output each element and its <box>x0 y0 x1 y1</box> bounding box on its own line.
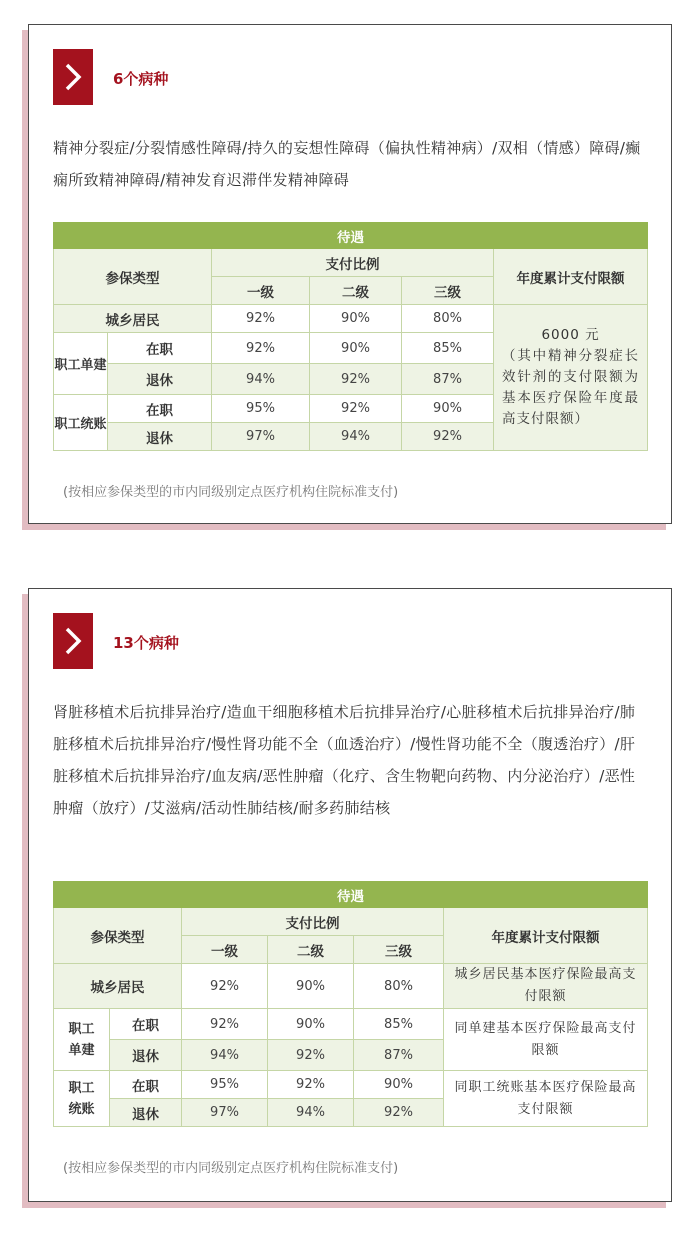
table-row <box>54 305 648 333</box>
ratio-cell: 94% <box>182 1040 268 1071</box>
group-label: 职工单建 <box>68 1021 95 1058</box>
insured-group-cell: 职工统账 <box>54 395 108 451</box>
ratio-cell: 92% <box>402 423 494 451</box>
ratio-cell: 92% <box>182 964 268 1009</box>
ratio-cell: 95% <box>212 395 310 423</box>
benefit-table <box>53 881 648 1127</box>
card-title: 13个病种 <box>113 634 179 652</box>
ratio-cell: 85% <box>354 1009 444 1040</box>
insured-group-cell <box>54 1071 110 1127</box>
ratio-cell: 97% <box>182 1099 268 1127</box>
insured-sub-cell: 退休 <box>110 1040 182 1071</box>
ratio-cell: 92% <box>310 364 402 395</box>
benefit-table <box>53 222 648 451</box>
ratio-cell: 94% <box>310 423 402 451</box>
level-header: 二级 <box>268 936 354 964</box>
ratio-cell: 94% <box>212 364 310 395</box>
insured-type-cell: 城乡居民 <box>54 964 182 1009</box>
group-label: 职工统账 <box>68 1080 95 1117</box>
ratio-cell: 95% <box>182 1071 268 1099</box>
badge <box>53 613 93 669</box>
ratio-cell: 87% <box>354 1040 444 1071</box>
ratio-cell: 92% <box>268 1071 354 1099</box>
annual-limit-cell: 同单建基本医疗保险最高支付限额 <box>444 1009 648 1071</box>
table-header: 待遇 <box>54 223 648 249</box>
level-header: 一级 <box>212 277 310 305</box>
annual-limit-cell <box>494 305 648 451</box>
ratio-cell: 80% <box>354 964 444 1009</box>
ratio-cell: 87% <box>402 364 494 395</box>
disease-card-13 <box>28 588 672 1202</box>
ratio-cell: 92% <box>310 395 402 423</box>
ratio-cell: 97% <box>212 423 310 451</box>
table-header: 待遇 <box>54 882 648 908</box>
ratio-cell: 90% <box>268 1009 354 1040</box>
ratio-cell: 90% <box>310 333 402 364</box>
insured-sub-cell: 退休 <box>110 1099 182 1127</box>
level-header: 三级 <box>402 277 494 305</box>
ratio-cell: 90% <box>354 1071 444 1099</box>
annual-limit-header: 年度累计支付限额 <box>494 249 648 305</box>
insured-type-header: 参保类型 <box>54 908 182 964</box>
payment-note: (按相应参保类型的市内同级别定点医疗机构住院标准支付) <box>63 485 399 500</box>
insured-sub-cell: 在职 <box>110 1009 182 1040</box>
table-row <box>54 964 648 1009</box>
ratio-cell: 90% <box>402 395 494 423</box>
ratio-cell: 90% <box>268 964 354 1009</box>
limit-detail: （其中精神分裂症长效针剂的支付限额为基本医疗保险年度最高支付限额） <box>502 348 640 427</box>
chevron-right-icon <box>64 626 82 656</box>
disease-list: 精神分裂症/分裂情感性障碍/持久的妄想性障碍（偏执性精神病）/双相（情感）障碍/癫痫所致精神障碍/精神发育迟滞伴发精神障碍 <box>53 139 641 189</box>
insured-type-header: 参保类型 <box>54 249 212 305</box>
insured-sub-cell: 在职 <box>110 1071 182 1099</box>
insured-sub-cell: 退休 <box>108 423 212 451</box>
ratio-cell: 92% <box>212 333 310 364</box>
ratio-cell: 92% <box>268 1040 354 1071</box>
ratio-cell: 92% <box>182 1009 268 1040</box>
ratio-cell: 80% <box>402 305 494 333</box>
disease-card-6 <box>28 24 672 524</box>
ratio-cell: 85% <box>402 333 494 364</box>
payment-ratio-header: 支付比例 <box>212 249 494 277</box>
disease-list: 肾脏移植术后抗排异治疗/造血干细胞移植术后抗排异治疗/心脏移植术后抗排异治疗/肺脏移植术后抗排异治疗/慢性肾功能不全（血透治疗）/慢性肾功能不全（腹透治疗）/肝脏移植术后抗排异治疗/血友病/恶性肿瘤（化疗、含生物靶向药物、内分泌治疗）/恶性肿瘤（放疗）/艾滋病/活动性肺结核/耐多药肺结核 <box>53 703 636 817</box>
chevron-right-icon <box>64 62 82 92</box>
badge <box>53 49 93 105</box>
ratio-cell: 92% <box>354 1099 444 1127</box>
insured-group-cell <box>54 1009 110 1071</box>
annual-limit-cell: 同职工统账基本医疗保险最高支付限额 <box>444 1071 648 1127</box>
card-title: 6个病种 <box>113 70 169 88</box>
annual-limit-header: 年度累计支付限额 <box>444 908 648 964</box>
payment-ratio-header: 支付比例 <box>182 908 444 936</box>
insured-group-cell: 职工单建 <box>54 333 108 395</box>
annual-limit-cell: 城乡居民基本医疗保险最高支付限额 <box>444 964 648 1009</box>
table-row <box>54 1009 648 1040</box>
insured-sub-cell: 在职 <box>108 395 212 423</box>
ratio-cell: 90% <box>310 305 402 333</box>
insured-sub-cell: 在职 <box>108 333 212 364</box>
payment-note: (按相应参保类型的市内同级别定点医疗机构住院标准支付) <box>63 1161 399 1176</box>
level-header: 一级 <box>182 936 268 964</box>
table-row <box>54 1071 648 1099</box>
ratio-cell: 94% <box>268 1099 354 1127</box>
insured-sub-cell: 退休 <box>108 364 212 395</box>
limit-amount: 6000 元 <box>541 327 600 343</box>
insured-type-cell: 城乡居民 <box>54 305 212 333</box>
level-header: 三级 <box>354 936 444 964</box>
ratio-cell: 92% <box>212 305 310 333</box>
level-header: 二级 <box>310 277 402 305</box>
